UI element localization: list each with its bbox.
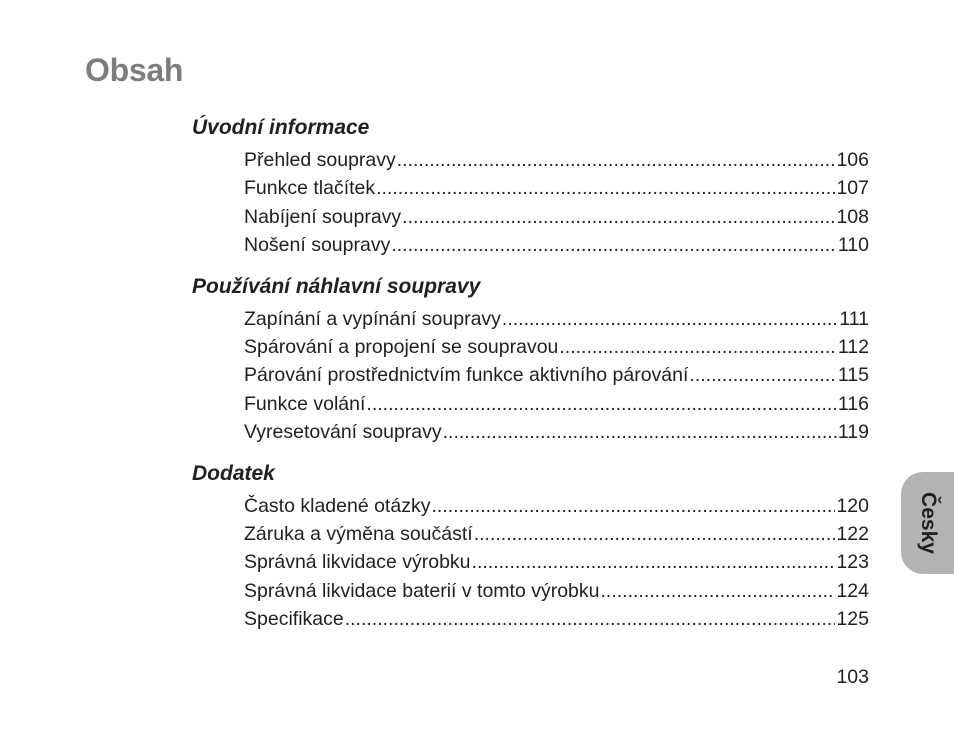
toc-entry-page: 120 — [836, 494, 869, 517]
toc-entry-label: Nabíjení soupravy — [244, 205, 402, 228]
toc-entry[interactable] — [244, 492, 869, 520]
toc-entry-page: 111 — [839, 307, 869, 330]
toc-entries — [192, 492, 869, 634]
section-heading: Dodatek — [192, 461, 275, 485]
dot-leader — [402, 203, 835, 231]
toc-entry-page: 125 — [836, 608, 869, 631]
dot-leader — [366, 390, 837, 418]
toc-entry-label: Zapínání a vypínání soupravy — [244, 307, 501, 330]
dot-leader — [397, 146, 836, 174]
toc-section-usage — [192, 272, 869, 447]
toc-entry[interactable] — [244, 361, 869, 389]
dot-leader — [474, 520, 836, 548]
dot-leader — [601, 577, 836, 605]
toc-entries — [192, 305, 869, 447]
language-tab — [901, 472, 954, 574]
toc-entry-label: Specifikace — [244, 608, 344, 631]
toc-entry-page: 122 — [836, 522, 869, 545]
toc-entry-page: 108 — [836, 205, 869, 228]
dot-leader — [376, 174, 835, 202]
toc-entry[interactable] — [244, 231, 869, 259]
toc-entry-page: 115 — [837, 364, 869, 387]
page-title: Obsah — [85, 52, 184, 88]
toc-entry-label: Záruka a výměna součástí — [244, 522, 473, 545]
toc-entry-page: 106 — [836, 149, 869, 171]
dot-leader — [391, 231, 837, 259]
dot-leader — [431, 492, 835, 520]
section-heading: Používání náhlavní soupravy — [192, 274, 481, 298]
dot-leader — [689, 361, 837, 389]
toc-entry-page: 116 — [837, 392, 869, 415]
toc-entry-label: Správná likvidace výrobku — [244, 551, 471, 574]
dot-leader — [559, 333, 837, 361]
toc-entry[interactable] — [244, 418, 869, 446]
toc-entry-page: 123 — [836, 551, 869, 574]
toc-entry[interactable] — [244, 174, 869, 202]
page-number: 103 — [836, 666, 869, 688]
toc-entry[interactable] — [244, 305, 869, 333]
dot-leader — [345, 605, 836, 633]
toc-entry[interactable] — [244, 333, 869, 361]
toc-entry-page: 112 — [837, 335, 869, 358]
section-heading: Úvodní informace — [192, 116, 370, 139]
toc-entry-label: Nošení soupravy — [244, 234, 391, 257]
toc-entry-page: 110 — [837, 234, 869, 257]
toc-entry[interactable] — [244, 146, 869, 174]
toc-entry[interactable] — [244, 390, 869, 418]
toc-entry-page: 107 — [836, 177, 869, 200]
toc-entry-page: 124 — [836, 579, 869, 602]
toc-entry-label: Funkce volání — [244, 392, 366, 415]
dot-leader — [443, 418, 837, 446]
toc-section-appendix — [192, 459, 869, 634]
language-tab-label: Česky — [916, 492, 940, 554]
toc-entry-label: Často kladené otázky — [244, 494, 431, 517]
toc-entry[interactable] — [244, 548, 869, 576]
toc-entry-label: Párování prostřednictvím funkce aktivního párování — [244, 364, 689, 387]
toc-section-intro — [192, 113, 869, 260]
toc-entry-label: Spárování a propojení se soupravou — [244, 335, 559, 358]
dot-leader — [472, 548, 836, 576]
toc-entry-label: Vyresetování soupravy — [244, 421, 442, 444]
toc-entry[interactable] — [244, 203, 869, 231]
toc-entry-label: Funkce tlačítek — [244, 177, 376, 200]
dot-leader — [502, 305, 838, 333]
toc-entry-label: Přehled soupravy — [244, 149, 396, 171]
toc-entry[interactable] — [244, 520, 869, 548]
toc-entry[interactable] — [244, 605, 869, 633]
toc-entry-label: Správná likvidace baterií v tomto výrobku — [244, 579, 600, 602]
toc-entries — [192, 146, 869, 260]
toc-entry[interactable] — [244, 577, 869, 605]
table-of-contents — [192, 113, 869, 633]
toc-entry-page: 119 — [837, 421, 869, 444]
